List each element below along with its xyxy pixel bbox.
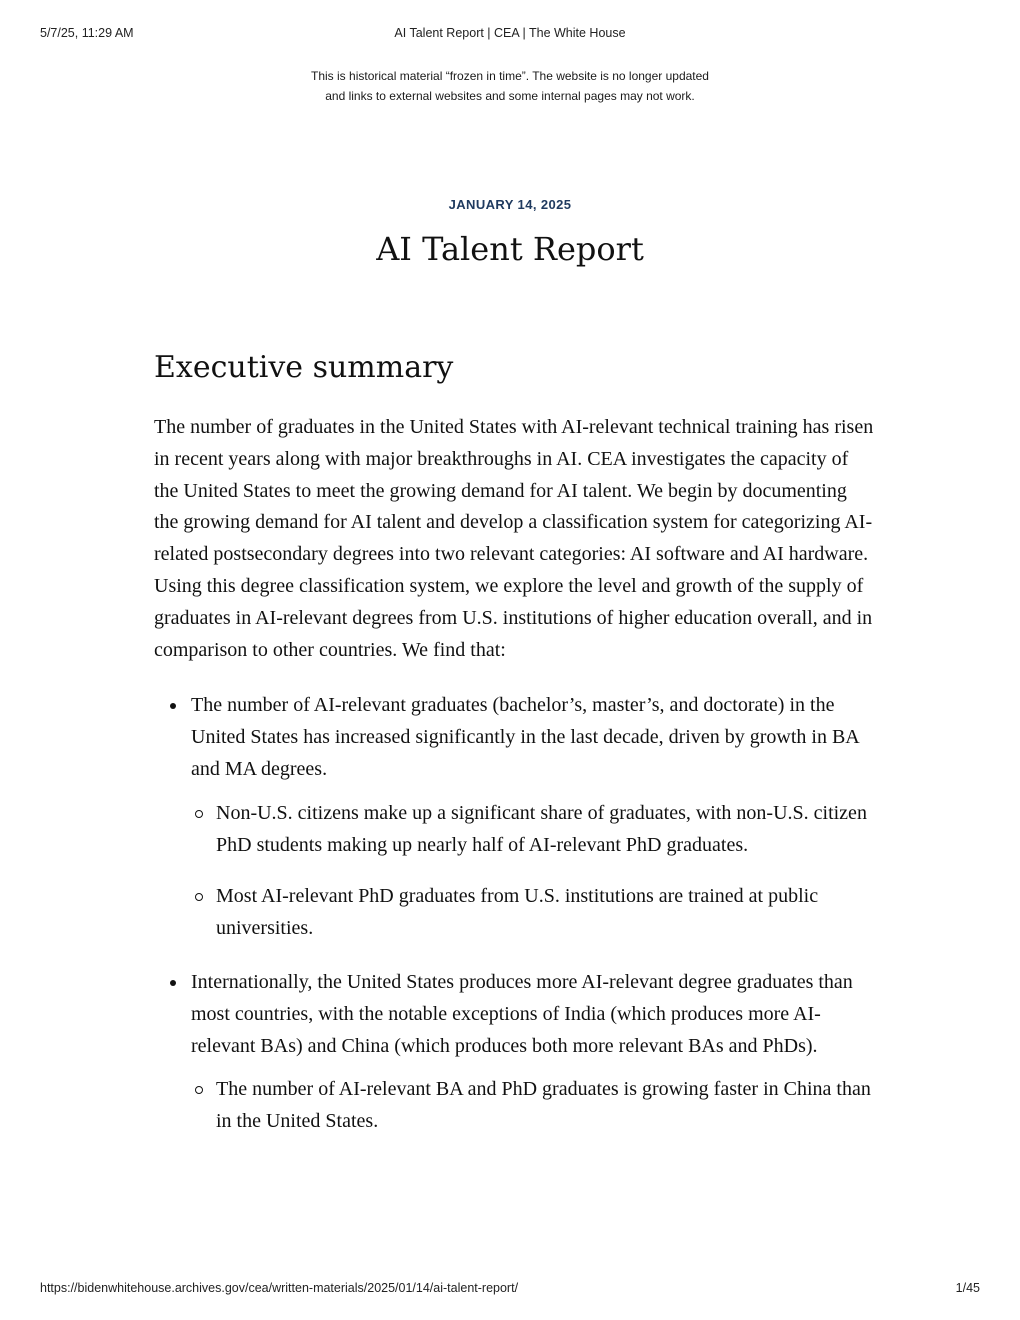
print-footer bbox=[40, 1281, 980, 1297]
sub-finding-text: Non-U.S. citizens make up a significant share of graduates, with non-U.S. citizen PhD students making up nearly half of AI-relevant PhD graduates. bbox=[216, 801, 867, 856]
list-item bbox=[191, 1074, 874, 1138]
article-title: AI Talent Report bbox=[376, 230, 644, 268]
article-body bbox=[154, 348, 874, 1160]
section-heading: Executive summary bbox=[154, 350, 454, 385]
intro-paragraph: The number of graduates in the United States with AI-relevant technical training has risen in recent years along with major breakthroughs in AI. CEA investigates the capacity of the United States to meet the growing demand for AI talent. We begin by documenting the growing demand for AI talent and develop a classification system for categorizing AI-related postsecondary degrees into two relevant categories: AI software and AI hardware. Using this degree classification system, we explore the level and growth of the supply of graduates in AI-relevant degrees from U.S. institutions of higher education overall, and in comparison to other countries. We find that: bbox=[154, 416, 874, 661]
list-item bbox=[191, 881, 874, 945]
sub-finding-text: Most AI-relevant PhD graduates from U.S. institutions are trained at public universities. bbox=[216, 885, 819, 940]
print-datetime: 5/7/25, 11:29 AM bbox=[40, 26, 134, 40]
historical-notice bbox=[0, 66, 1020, 106]
list-item bbox=[154, 967, 874, 1138]
finding-text: Internationally, the United States produces more AI-relevant degree graduates than most countries, with the notable exceptions of India (which produces more AI-relevant BAs) and China (which produces both more relevant BAs and PhDs). bbox=[191, 970, 853, 1057]
list-item bbox=[154, 690, 874, 945]
page-url: https://bidenwhitehouse.archives.gov/cea/written-materials/2025/01/14/ai-talent-report/ bbox=[40, 1281, 519, 1295]
finding-text: The number of AI-relevant graduates (bachelor’s, master’s, and doctorate) in the United States has increased significantly in the last decade, driven by growth in BA and MA degrees. bbox=[191, 694, 859, 780]
sub-findings-list bbox=[191, 798, 874, 945]
page-number: 1/45 bbox=[955, 1281, 980, 1295]
findings-list bbox=[154, 690, 874, 1138]
bullet-disc bbox=[170, 703, 176, 709]
sub-findings-list bbox=[191, 1074, 874, 1138]
list-item bbox=[191, 798, 874, 862]
notice-line-1: This is historical material “frozen in time”. The website is no longer updated bbox=[311, 69, 709, 83]
bullet-circle bbox=[195, 810, 203, 818]
print-page-title: AI Talent Report | CEA | The White House bbox=[394, 26, 626, 40]
bullet-disc bbox=[170, 980, 176, 986]
bullet-circle bbox=[195, 1086, 203, 1094]
bullet-circle bbox=[195, 893, 203, 901]
article-date: JANUARY 14, 2025 bbox=[448, 197, 572, 212]
sub-finding-text: The number of AI-relevant BA and PhD graduates is growing faster in China than in the United States. bbox=[216, 1078, 871, 1133]
notice-line-2: and links to external websites and some internal pages may not work. bbox=[325, 89, 695, 103]
print-header bbox=[40, 26, 980, 42]
